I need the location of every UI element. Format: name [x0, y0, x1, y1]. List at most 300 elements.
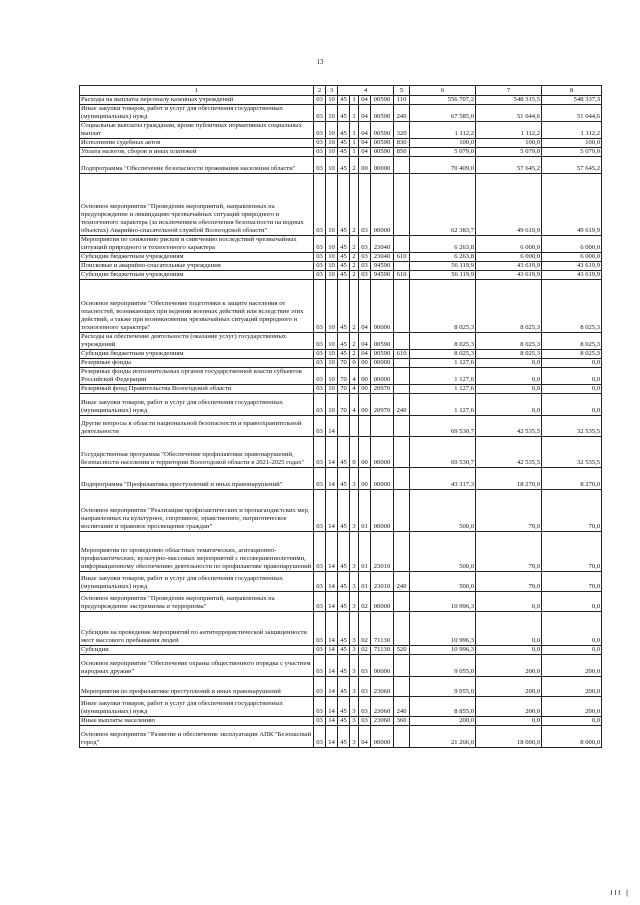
row-value-2021: 1 127,6	[410, 394, 476, 416]
row-value-2021: 10 996,3	[410, 592, 476, 612]
row-subprogram: 1	[350, 105, 359, 122]
row-program: 45	[338, 572, 350, 592]
row-value-2021: 6 263,8	[410, 253, 476, 262]
row-value-2021: 62 383,7	[410, 174, 476, 236]
row-subsection: 10	[326, 253, 338, 262]
table-row	[80, 333, 602, 350]
row-value-2022: 548 315,5	[476, 96, 542, 105]
row-section: 03	[314, 139, 326, 148]
row-subsection: 14	[326, 437, 338, 468]
row-value-2022: 70,0	[476, 532, 542, 572]
row-value-2023: 0,0	[542, 359, 602, 368]
row-value-2023: 8 025,3	[542, 333, 602, 350]
row-activity: 04	[359, 280, 371, 333]
row-subsection: 14	[326, 655, 338, 677]
row-section: 03	[314, 697, 326, 717]
table-row	[80, 262, 602, 271]
row-activity: 01	[359, 572, 371, 592]
row-activity: 04	[359, 350, 371, 359]
row-activity: 01	[359, 532, 371, 572]
row-expense-type: 240	[394, 105, 410, 122]
row-value-2021: 200,0	[410, 717, 476, 726]
row-subprogram: 4	[350, 394, 359, 416]
row-program: 45	[338, 96, 350, 105]
table-row	[80, 726, 602, 748]
row-direction: 00000	[371, 726, 394, 748]
row-section: 03	[314, 655, 326, 677]
row-value-2023: 200,0	[542, 697, 602, 717]
table-row	[80, 96, 602, 105]
row-activity: 03	[359, 697, 371, 717]
row-activity: 03	[359, 236, 371, 253]
row-value-2022: 51 044,6	[476, 105, 542, 122]
row-section: 03	[314, 96, 326, 105]
row-subsection: 14	[326, 468, 338, 490]
row-direction: 00000	[371, 280, 394, 333]
row-subprogram: 2	[350, 157, 359, 174]
row-direction: 20970	[371, 394, 394, 416]
row-name: Иные закупки товаров, работ и услуг для обеспечения государственных (муниципальных) нужд	[80, 697, 314, 717]
row-activity: 03	[359, 717, 371, 726]
row-value-2023: 200,0	[542, 655, 602, 677]
row-program: 45	[338, 174, 350, 236]
table-row	[80, 490, 602, 532]
row-value-2021: 21 266,0	[410, 726, 476, 748]
row-value-2023: 0,0	[542, 612, 602, 646]
table-row	[80, 350, 602, 359]
row-value-2022: 49 619,9	[476, 174, 542, 236]
row-direction: 00590	[371, 105, 394, 122]
row-program: 45	[338, 262, 350, 271]
row-expense-type	[394, 262, 410, 271]
row-program: 45	[338, 592, 350, 612]
row-section: 03	[314, 385, 326, 394]
row-value-2021: 9 055,0	[410, 655, 476, 677]
row-value-2021: 500,0	[410, 532, 476, 572]
table-row	[80, 122, 602, 139]
row-value-2022: 70,0	[476, 490, 542, 532]
row-value-2021: 1 127,6	[410, 368, 476, 385]
row-activity: 04	[359, 105, 371, 122]
row-section: 03	[314, 726, 326, 748]
row-value-2023: 0,0	[542, 717, 602, 726]
row-expense-type	[394, 655, 410, 677]
row-value-2021: 1 112,2	[410, 122, 476, 139]
header-col-3: 3	[326, 86, 338, 96]
row-subprogram: 3	[350, 717, 359, 726]
row-value-2021: 8 025,3	[410, 350, 476, 359]
row-subprogram: 2	[350, 333, 359, 350]
row-program: 70	[338, 394, 350, 416]
row-direction	[371, 416, 394, 437]
row-program	[338, 416, 350, 437]
row-direction: 00590	[371, 333, 394, 350]
table-row	[80, 236, 602, 253]
row-direction: 71130	[371, 646, 394, 655]
row-activity: 04	[359, 726, 371, 748]
row-direction: 00000	[371, 368, 394, 385]
row-direction: 00000	[371, 592, 394, 612]
row-program: 45	[338, 105, 350, 122]
row-activity: 04	[359, 148, 371, 157]
row-name: Иные закупки товаров, работ и услуг для обеспечения государственных (муниципальных) нужд	[80, 105, 314, 122]
row-activity: 04	[359, 333, 371, 350]
row-subsection: 10	[326, 350, 338, 359]
row-direction: 23040	[371, 236, 394, 253]
row-expense-type: 360	[394, 717, 410, 726]
row-direction: 94590	[371, 262, 394, 271]
row-subprogram: 3	[350, 490, 359, 532]
row-value-2023: 200,0	[542, 677, 602, 697]
row-program: 45	[338, 122, 350, 139]
row-value-2021: 1 127,6	[410, 385, 476, 394]
row-activity: 04	[359, 96, 371, 105]
row-value-2023: 5 079,0	[542, 148, 602, 157]
row-section: 03	[314, 717, 326, 726]
header-col-8: 8	[542, 86, 602, 96]
row-value-2023: 6 000,0	[542, 236, 602, 253]
row-value-2023: 0,0	[542, 385, 602, 394]
row-expense-type: 240	[394, 572, 410, 592]
budget-table	[79, 85, 602, 748]
header-col-4: 4	[338, 86, 394, 96]
row-direction: 00000	[371, 174, 394, 236]
table-row	[80, 592, 602, 612]
row-activity: 03	[359, 655, 371, 677]
row-activity: 00	[359, 385, 371, 394]
row-value-2023: 70,0	[542, 490, 602, 532]
table-row	[80, 148, 602, 157]
row-value-2023: 6 000,0	[542, 253, 602, 262]
row-section: 03	[314, 157, 326, 174]
row-name: Основное мероприятие "Обеспечение охраны общественного порядка с участием народных дружин"	[80, 655, 314, 677]
row-name: Уплата налогов, сборов и иных платежей	[80, 148, 314, 157]
row-subprogram: 3	[350, 612, 359, 646]
row-subsection: 14	[326, 717, 338, 726]
row-program: 45	[338, 139, 350, 148]
row-section: 03	[314, 333, 326, 350]
row-value-2023: 32 535,5	[542, 416, 602, 437]
row-activity: 02	[359, 592, 371, 612]
row-value-2022: 42 535,5	[476, 416, 542, 437]
table-row	[80, 717, 602, 726]
row-value-2022: 18 000,0	[476, 726, 542, 748]
row-name: Резервные фонды исполнительных органов государственной власти субъектов Российской Федерации	[80, 368, 314, 385]
row-subsection: 10	[326, 157, 338, 174]
table-row	[80, 174, 602, 236]
row-direction: 00590	[371, 139, 394, 148]
row-value-2022: 0,0	[476, 646, 542, 655]
row-name: Иные выплаты населению	[80, 717, 314, 726]
row-name: Резервные фонды	[80, 359, 314, 368]
row-value-2023: 0,0	[542, 592, 602, 612]
row-subsection: 10	[326, 105, 338, 122]
row-expense-type	[394, 490, 410, 532]
row-value-2022: 70,0	[476, 572, 542, 592]
row-value-2023: 0,0	[542, 368, 602, 385]
row-direction: 00000	[371, 468, 394, 490]
row-value-2021: 9 055,0	[410, 677, 476, 697]
table-row	[80, 394, 602, 416]
row-section: 03	[314, 236, 326, 253]
row-value-2021: 6 263,8	[410, 236, 476, 253]
row-program: 45	[338, 717, 350, 726]
row-value-2022: 57 645,2	[476, 157, 542, 174]
row-activity: 00	[359, 394, 371, 416]
row-subsection: 10	[326, 174, 338, 236]
table-row	[80, 416, 602, 437]
row-value-2022: 0,0	[476, 394, 542, 416]
row-subsection: 10	[326, 139, 338, 148]
row-subsection: 14	[326, 612, 338, 646]
row-value-2023: 8 270,0	[542, 468, 602, 490]
row-program: 45	[338, 280, 350, 333]
row-expense-type	[394, 157, 410, 174]
row-subprogram	[350, 416, 359, 437]
row-section: 03	[314, 646, 326, 655]
row-value-2021: 556 707,2	[410, 96, 476, 105]
row-subprogram: 3	[350, 468, 359, 490]
row-value-2021: 69 530,7	[410, 416, 476, 437]
row-section: 03	[314, 612, 326, 646]
row-value-2022: 0,0	[476, 612, 542, 646]
row-value-2021: 56 119,9	[410, 271, 476, 280]
row-expense-type	[394, 437, 410, 468]
row-name: Основное мероприятие "Обеспечение подготовки к защите населения от опасностей, возникающих при ведении военных действий или вследствие этих действий, а также при возникновении чрезвычайных ситуаций природного и техногенного характера"	[80, 280, 314, 333]
row-section: 03	[314, 368, 326, 385]
table-row	[80, 280, 602, 333]
row-section: 03	[314, 394, 326, 416]
row-name: Мероприятия по снижению рисков и смягчению последствий чрезвычайных ситуаций природного и техногенного характера	[80, 236, 314, 253]
header-col-7: 7	[476, 86, 542, 96]
row-activity: 01	[359, 490, 371, 532]
row-subprogram: 2	[350, 236, 359, 253]
row-subprogram: 3	[350, 646, 359, 655]
row-value-2023: 51 044,6	[542, 105, 602, 122]
row-name: Подпрограмма "Профилактика преступлений и иных правонарушений"	[80, 468, 314, 490]
row-program: 45	[338, 677, 350, 697]
row-value-2022: 5 079,0	[476, 148, 542, 157]
header-col-5: 5	[394, 86, 410, 96]
table-row	[80, 385, 602, 394]
row-direction: 00000	[371, 157, 394, 174]
row-value-2023: 548 337,3	[542, 96, 602, 105]
row-value-2022: 200,0	[476, 655, 542, 677]
row-subprogram: 2	[350, 174, 359, 236]
row-direction: 00000	[371, 359, 394, 368]
row-value-2021: 10 996,3	[410, 612, 476, 646]
row-value-2023: 70,0	[542, 572, 602, 592]
row-program: 70	[338, 368, 350, 385]
row-program: 45	[338, 532, 350, 572]
row-subsection: 10	[326, 148, 338, 157]
row-section: 03	[314, 350, 326, 359]
row-activity: 03	[359, 262, 371, 271]
row-name: Мероприятия по профилактике преступлений и иных правонарушений	[80, 677, 314, 697]
row-subsection: 10	[326, 394, 338, 416]
row-value-2022: 0,0	[476, 359, 542, 368]
row-subsection: 10	[326, 271, 338, 280]
row-section: 03	[314, 253, 326, 262]
row-subprogram: 4	[350, 368, 359, 385]
row-section: 03	[314, 592, 326, 612]
row-value-2021: 5 079,0	[410, 148, 476, 157]
page-number: 13	[316, 58, 324, 66]
row-value-2023: 43 619,9	[542, 262, 602, 271]
row-section: 03	[314, 416, 326, 437]
row-subsection: 14	[326, 416, 338, 437]
row-value-2022: 0,0	[476, 717, 542, 726]
row-section: 03	[314, 105, 326, 122]
row-subsection: 14	[326, 677, 338, 697]
table-row	[80, 677, 602, 697]
table-row	[80, 437, 602, 468]
row-activity: 00	[359, 368, 371, 385]
row-value-2021: 1 127,6	[410, 359, 476, 368]
row-value-2022: 200,0	[476, 677, 542, 697]
row-name: Поисковые и аварийно-спасательные учреждения	[80, 262, 314, 271]
row-program: 45	[338, 697, 350, 717]
row-expense-type	[394, 677, 410, 697]
row-subprogram: 3	[350, 592, 359, 612]
row-expense-type	[394, 592, 410, 612]
row-direction: 00000	[371, 490, 394, 532]
row-program: 45	[338, 148, 350, 157]
table-header-row	[80, 86, 602, 96]
row-subprogram: 1	[350, 139, 359, 148]
row-subprogram: 3	[350, 572, 359, 592]
table-row	[80, 157, 602, 174]
row-value-2021: 43 317,3	[410, 468, 476, 490]
row-subsection: 10	[326, 333, 338, 350]
row-value-2021: 8 025,3	[410, 333, 476, 350]
row-program: 45	[338, 333, 350, 350]
row-expense-type: 830	[394, 139, 410, 148]
row-direction: 00000	[371, 437, 394, 468]
row-name: Исполнение судебных актов	[80, 139, 314, 148]
row-value-2023: 70,0	[542, 532, 602, 572]
row-subsection: 10	[326, 359, 338, 368]
row-program: 45	[338, 157, 350, 174]
row-subsection: 10	[326, 280, 338, 333]
row-direction: 23010	[371, 572, 394, 592]
row-expense-type	[394, 368, 410, 385]
row-value-2023: 0,0	[542, 646, 602, 655]
row-value-2021: 10 996,3	[410, 646, 476, 655]
table-row	[80, 468, 602, 490]
row-subprogram: 3	[350, 655, 359, 677]
row-value-2022: 42 535,5	[476, 437, 542, 468]
row-direction: 00590	[371, 122, 394, 139]
row-subsection: 10	[326, 385, 338, 394]
row-value-2021: 500,0	[410, 490, 476, 532]
row-program: 45	[338, 271, 350, 280]
row-subsection: 10	[326, 122, 338, 139]
row-activity: 00	[359, 437, 371, 468]
row-activity: 00	[359, 468, 371, 490]
row-value-2022: 0,0	[476, 368, 542, 385]
row-expense-type	[394, 236, 410, 253]
row-program: 45	[338, 253, 350, 262]
table-row	[80, 139, 602, 148]
row-value-2022: 1 112,2	[476, 122, 542, 139]
row-subsection: 14	[326, 646, 338, 655]
row-subprogram: 1	[350, 122, 359, 139]
row-value-2022: 6 000,0	[476, 236, 542, 253]
row-subsection: 14	[326, 726, 338, 748]
row-name: Резервный фонд Правительства Вологодской области	[80, 385, 314, 394]
row-value-2023: 32 535,5	[542, 437, 602, 468]
row-value-2022: 8 025,3	[476, 333, 542, 350]
row-subsection: 10	[326, 236, 338, 253]
row-expense-type: 520	[394, 646, 410, 655]
row-section: 03	[314, 572, 326, 592]
row-program: 45	[338, 236, 350, 253]
row-value-2022: 200,0	[476, 697, 542, 717]
row-name: Основное мероприятие "Реализация профилактических и пропагандистских мер, направленных на культурное, спортивное, нравственное, патриотическое воспитание и правовое просвещение граждан"	[80, 490, 314, 532]
row-name: Мероприятия по проведению областных тематических, агитационно-профилактических, культурно-массовых мероприятий с несовершеннолетними, информационному обеспечению деятельности по профилактике правонарушений	[80, 532, 314, 572]
row-program: 45	[338, 437, 350, 468]
row-expense-type: 610	[394, 350, 410, 359]
row-expense-type	[394, 726, 410, 748]
row-program: 70	[338, 385, 350, 394]
row-direction: 00590	[371, 96, 394, 105]
row-value-2021: 70 409,0	[410, 157, 476, 174]
row-program: 45	[338, 490, 350, 532]
row-expense-type: 610	[394, 253, 410, 262]
row-subprogram: 1	[350, 96, 359, 105]
row-direction: 71130	[371, 612, 394, 646]
row-activity	[359, 416, 371, 437]
row-value-2021: 500,0	[410, 572, 476, 592]
row-program: 45	[338, 646, 350, 655]
row-value-2023: 8 000,0	[542, 726, 602, 748]
row-subprogram: 0	[350, 437, 359, 468]
row-value-2023: 0,0	[542, 394, 602, 416]
row-subprogram: 2	[350, 280, 359, 333]
table-row	[80, 655, 602, 677]
row-activity: 02	[359, 646, 371, 655]
row-activity: 02	[359, 612, 371, 646]
row-subprogram: 1	[350, 148, 359, 157]
row-expense-type	[394, 468, 410, 490]
row-value-2021: 69 530,7	[410, 437, 476, 468]
table-row	[80, 646, 602, 655]
row-value-2021: 67 585,0	[410, 105, 476, 122]
row-expense-type: 240	[394, 394, 410, 416]
row-name: Субсидии бюджетным учреждениям	[80, 253, 314, 262]
row-direction: 23040	[371, 253, 394, 262]
row-expense-type: 610	[394, 271, 410, 280]
row-activity: 03	[359, 174, 371, 236]
row-expense-type: 850	[394, 148, 410, 157]
row-activity: 04	[359, 139, 371, 148]
row-program: 45	[338, 726, 350, 748]
row-name: Основное мероприятие "Проведение мероприятий, направленных на предупреждение и ликвидацию чрезвычайных ситуаций природного и техногенного характера (за исключением обеспечения безопасности на водных объектах) Аварийно-спасательной службой Вологодской области"	[80, 174, 314, 236]
row-expense-type	[394, 359, 410, 368]
row-direction: 00000	[371, 655, 394, 677]
row-subsection: 14	[326, 490, 338, 532]
row-subsection: 14	[326, 592, 338, 612]
row-name: Основное мероприятие "Развитие и обеспечение эксплуатации АПК "Безопасный город"	[80, 726, 314, 748]
row-name: Иные закупки товаров, работ и услуг для обеспечения государственных (муниципальных) нужд	[80, 394, 314, 416]
row-value-2022: 43 619,9	[476, 271, 542, 280]
header-col-1: 1	[80, 86, 314, 96]
header-col-6: 6	[410, 86, 476, 96]
row-direction: 00590	[371, 148, 394, 157]
row-direction: 00590	[371, 350, 394, 359]
row-name: Основное мероприятие "Проведение мероприятий, направленных на предупреждение экстремизма и терроризма"	[80, 592, 314, 612]
